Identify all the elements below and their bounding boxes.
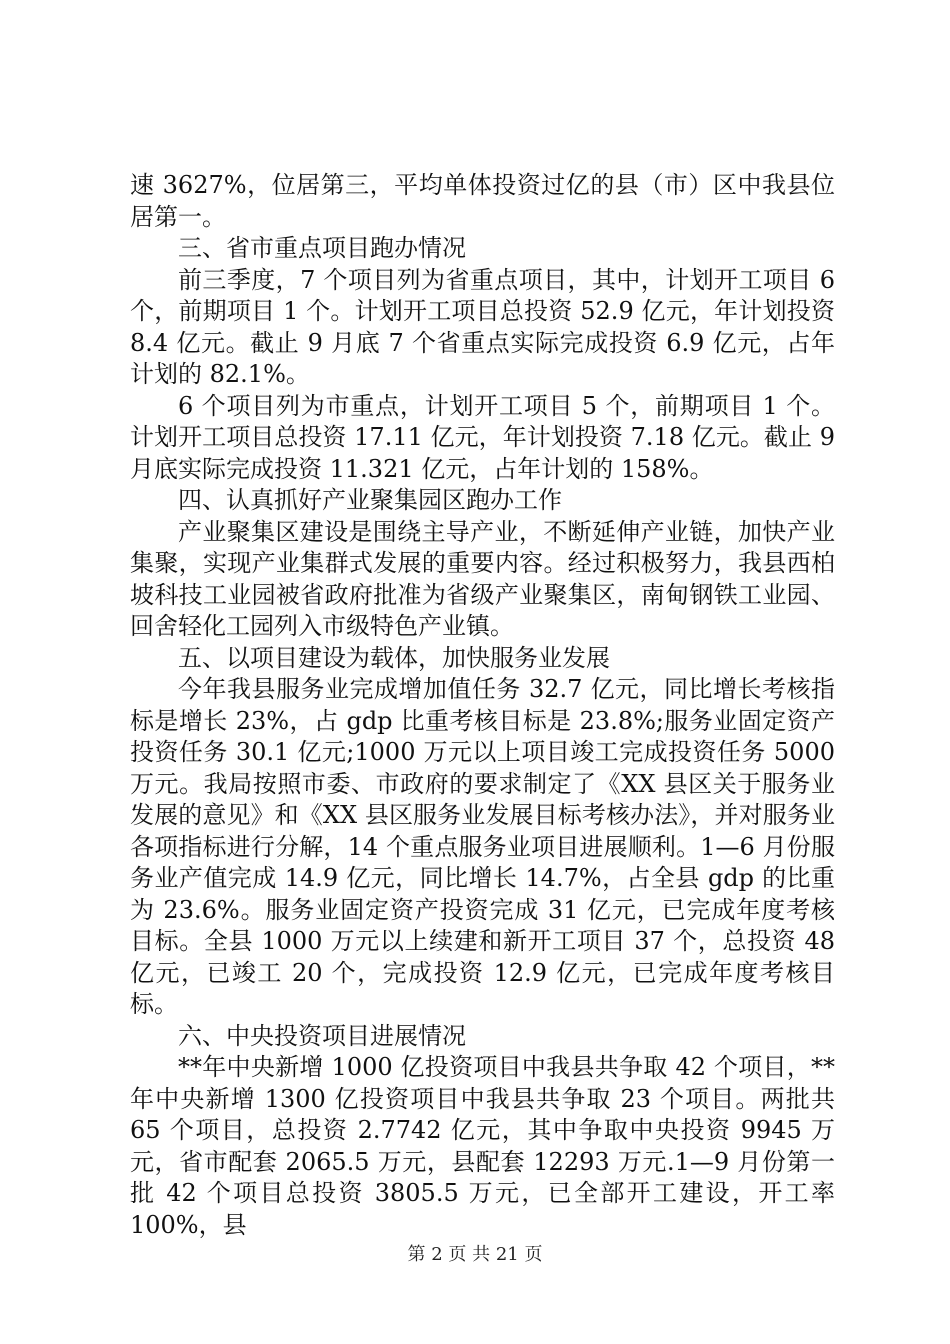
- document-body: [130, 170, 835, 1241]
- paragraph-central-investment: **年中央新增 1000 亿投资项目中我县共争取 42 个项目，**年中央新增 1300 亿投资项目中我县共争取 23 个项目。两批共 65 个项目，总投资 2.7742 亿元，其中争取中央投资 9945 万元，省市配套 2065.5 万元，县配套 12293 万元.1—9 月份第一批 42 个项目总投资 3805.5 万元，已全部开工建设，开工率 100%，县: [130, 1053, 835, 1239]
- paragraph-industrial-parks: 产业聚集区建设是围绕主导产业，不断延伸产业链，加快产业集聚，实现产业集群式发展的重要内容。经过积极努力，我县西柏坡科技工业园被省政府批准为省级产业聚集区，南甸钢铁工业园、回舍轻化工园列入市级特色产业镇。: [130, 517, 835, 640]
- paragraph-provincial-projects: 前三季度，7 个项目列为省重点项目，其中，计划开工项目 6 个，前期项目 1 个。计划开工项目总投资 52.9 亿元，年计划投资 8.4 亿元。截止 9 月底 7 个省重点实际完成投资 6.9 亿元，占年计划的 82.1%。: [130, 265, 835, 388]
- section-heading-3: 三、省市重点项目跑办情况: [178, 234, 466, 262]
- section-heading-5: 五、以项目建设为载体，加快服务业发展: [178, 643, 610, 672]
- paragraph-continuation: 速 3627%，位居第三，平均单体投资过亿的县（市）区中我县位居第一。: [130, 171, 835, 231]
- section-heading-4: 四、认真抓好产业聚集园区跑办工作: [178, 486, 562, 514]
- paragraph-municipal-projects: 6 个项目列为市重点，计划开工项目 5 个，前期项目 1 个。计划开工项目总投资 17.11 亿元，年计划投资 7.18 亿元。截止 9 月底实际完成投资 11.321 亿元，占年计划的 158%。: [130, 391, 835, 483]
- page-footer: 第 2 页 共 21 页: [407, 1244, 543, 1265]
- paragraph-service-industry: 今年我县服务业完成增加值任务 32.7 亿元，同比增长考核指标是增长 23%，占 gdp 比重考核目标是 23.8%;服务业固定资产投资任务 30.1 亿元;1000 万元以上项目竣工完成投资任务 5000 万元。我局按照市委、市政府的要求制定了《XX 县区关于服务业发展的意见》和《XX 县区服务业发展目标考核办法》，并对服务业各项指标进行分解，14 个重点服务业项目进展顺利。1—6 月份服务业产值完成 14.9 亿元，同比增长 14.7%，占全县 gdp 的比重为 23.6%。服务业固定资产投资完成 31 亿元，已完成年度考核目标。全县 1000 万元以上续建和新开工项目 37 个，总投资 48 亿元，已竣工 20 个，完成投资 12.9 亿元，已完成年度考核目标。: [130, 675, 835, 1018]
- section-heading-6: 六、中央投资项目进展情况: [178, 1021, 466, 1050]
